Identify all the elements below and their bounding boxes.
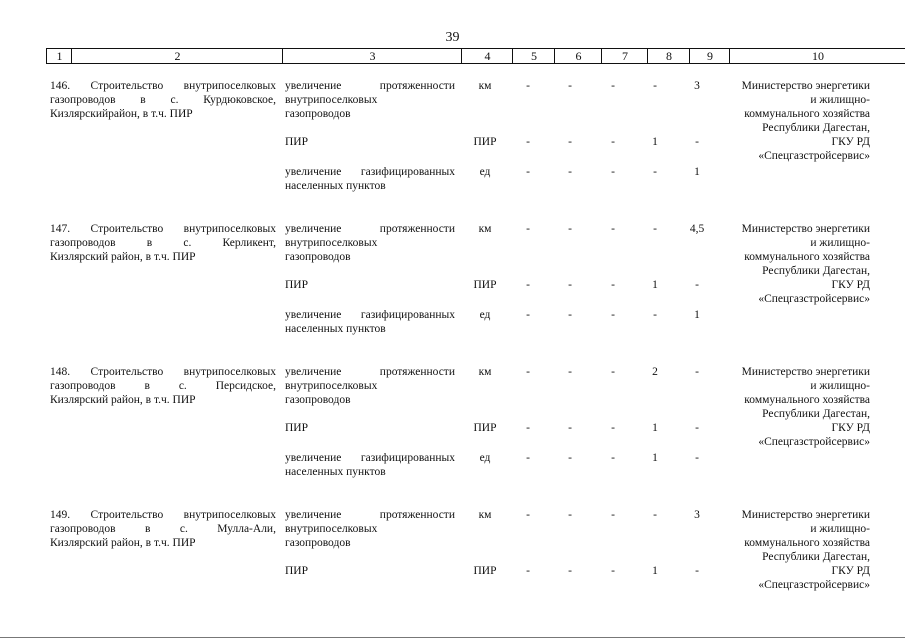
value-cell-5: -: [526, 422, 530, 434]
unit-cell: км: [478, 366, 492, 378]
indicator-word: увеличение: [285, 309, 342, 321]
entry-title-line: [50, 79, 276, 93]
unit-cell: ед: [479, 452, 491, 464]
header-cell-5: 5: [512, 49, 555, 63]
indicator-cell: [285, 451, 455, 479]
responsible-line: ГКУ РД: [831, 422, 870, 434]
responsible-line: ГКУ РД: [831, 565, 870, 577]
entry-title-word: Мулла-Али,: [217, 523, 276, 535]
value-cell-5: -: [526, 366, 530, 378]
value-cell-5: -: [526, 166, 530, 178]
entry-title-line: [50, 508, 276, 522]
header-cell-4: 4: [461, 49, 513, 63]
indicator-cell: [285, 222, 455, 264]
responsible-line: «Спецгазстройсервис»: [758, 150, 870, 162]
indicator-word: протяженности: [379, 80, 455, 92]
entry-title-line: Кизлярский район, в т.ч. ПИР: [50, 251, 196, 263]
header-cell-8: 8: [647, 49, 690, 63]
value-cell-5: -: [526, 452, 530, 464]
value-cell-8: 1: [652, 136, 658, 148]
responsible-line: Министерство энергетики: [741, 223, 870, 235]
responsible-line: и жилищно-: [810, 523, 870, 535]
entry-title: [50, 222, 276, 264]
value-cell-6: -: [568, 309, 572, 321]
indicator-word: газифицированных: [360, 166, 455, 178]
value-cell-7: -: [611, 422, 615, 434]
indicator-word: газифицированных: [360, 452, 455, 464]
value-cell-6: -: [568, 223, 572, 235]
entry-title-line: [50, 222, 276, 236]
entry-title-word: в: [144, 380, 150, 392]
indicator-word: увеличение: [285, 166, 342, 178]
entry-title-word: внутрипоселковых: [183, 509, 276, 521]
value-cell-8: 1: [652, 565, 658, 577]
value-cell-5: -: [526, 565, 530, 577]
entry-title-line: [50, 522, 276, 536]
indicator-word: протяженности: [379, 509, 455, 521]
entry-title-word: Строительство: [90, 80, 164, 92]
value-cell-8: -: [653, 223, 657, 235]
responsible-line: и жилищно-: [810, 94, 870, 106]
entry-title-word: 148.: [50, 366, 71, 378]
value-cell-6: -: [568, 422, 572, 434]
entry-title-line: [50, 236, 276, 250]
indicator-line: ПИР: [285, 422, 309, 434]
value-cell-9: 4,5: [689, 223, 705, 235]
responsible-line: коммунального хозяйства: [744, 251, 870, 263]
entry-title-line: [50, 379, 276, 393]
value-cell-6: -: [568, 565, 572, 577]
header-cell-6: 6: [554, 49, 602, 63]
value-cell-7: -: [611, 366, 615, 378]
value-cell-6: -: [568, 452, 572, 464]
value-cell-9: -: [695, 279, 699, 291]
value-cell-9: -: [695, 366, 699, 378]
indicator-cell: [285, 278, 455, 292]
value-cell-8: 1: [652, 452, 658, 464]
indicator-line: населенных пунктов: [285, 180, 386, 192]
value-cell-7: -: [611, 80, 615, 92]
entry-title-word: в: [140, 94, 146, 106]
value-cell-7: -: [611, 565, 615, 577]
unit-cell: ед: [479, 309, 491, 321]
indicator-line: [285, 308, 455, 322]
responsible-line: «Спецгазстройсервис»: [758, 436, 870, 448]
entry-title-word: Керликент,: [222, 237, 276, 249]
entry-title-word: внутрипоселковых: [183, 366, 276, 378]
unit-cell: км: [478, 80, 492, 92]
value-cell-6: -: [568, 279, 572, 291]
indicator-line: внутрипоселковых: [285, 523, 378, 535]
value-cell-8: -: [653, 509, 657, 521]
value-cell-9: -: [695, 565, 699, 577]
entry-title-word: газопроводов: [50, 523, 116, 535]
indicator-line: газопроводов: [285, 394, 351, 406]
indicator-cell: [285, 165, 455, 193]
responsible-line: Министерство энергетики: [741, 509, 870, 521]
header-cell-1: 1: [46, 49, 72, 63]
entry-title-word: 146.: [50, 80, 71, 92]
entry-title-line: Кизлярскийрайон, в т.ч. ПИР: [50, 108, 193, 120]
value-cell-7: -: [611, 309, 615, 321]
responsible-line: Республики Дагестан,: [762, 551, 870, 563]
entry-title-line: Кизлярский район, в т.ч. ПИР: [50, 394, 196, 406]
indicator-line: [285, 165, 455, 179]
indicator-cell: [285, 508, 455, 550]
indicator-cell: [285, 79, 455, 121]
indicator-line: населенных пунктов: [285, 466, 386, 478]
indicator-line: ПИР: [285, 136, 309, 148]
entry-title-word: Строительство: [90, 366, 164, 378]
value-cell-7: -: [611, 452, 615, 464]
value-cell-8: -: [653, 309, 657, 321]
value-cell-8: -: [653, 80, 657, 92]
entry-title-word: с.: [179, 523, 188, 535]
indicator-line: внутрипоселковых: [285, 380, 378, 392]
indicator-word: увеличение: [285, 223, 342, 235]
entry-title-word: 149.: [50, 509, 71, 521]
entry-title-word: Строительство: [90, 223, 164, 235]
unit-cell: км: [478, 509, 492, 521]
value-cell-8: 1: [652, 279, 658, 291]
indicator-line: [285, 222, 455, 236]
value-cell-5: -: [526, 80, 530, 92]
value-cell-5: -: [526, 279, 530, 291]
entry-title-line: [50, 365, 276, 379]
unit-cell: ПИР: [473, 279, 497, 291]
value-cell-5: -: [526, 136, 530, 148]
responsible-cell: [728, 508, 870, 592]
value-cell-9: -: [695, 136, 699, 148]
table-header: [46, 48, 905, 64]
header-cell-10: 10: [729, 49, 905, 63]
header-cell-9: 9: [689, 49, 730, 63]
entry-title-word: 147.: [50, 223, 71, 235]
entry-title-word: с.: [183, 237, 192, 249]
responsible-line: и жилищно-: [810, 237, 870, 249]
value-cell-6: -: [568, 80, 572, 92]
entry-title-word: газопроводов: [50, 94, 116, 106]
unit-cell: км: [478, 223, 492, 235]
indicator-word: увеличение: [285, 509, 342, 521]
indicator-line: населенных пунктов: [285, 323, 386, 335]
responsible-line: «Спецгазстройсервис»: [758, 293, 870, 305]
indicator-word: увеличение: [285, 80, 342, 92]
responsible-line: коммунального хозяйства: [744, 108, 870, 120]
indicator-word: увеличение: [285, 452, 342, 464]
indicator-line: [285, 508, 455, 522]
indicator-cell: [285, 421, 455, 435]
entry-title-word: Курдюковское,: [203, 94, 276, 106]
header-cell-2: 2: [71, 49, 283, 63]
indicator-cell: [285, 564, 455, 578]
header-cell-7: 7: [601, 49, 648, 63]
responsible-line: Республики Дагестан,: [762, 265, 870, 277]
value-cell-8: -: [653, 166, 657, 178]
value-cell-7: -: [611, 166, 615, 178]
responsible-line: коммунального хозяйства: [744, 537, 870, 549]
responsible-line: Министерство энергетики: [741, 366, 870, 378]
responsible-cell: [728, 79, 870, 163]
value-cell-9: -: [695, 452, 699, 464]
entry-title: [50, 79, 276, 121]
entry-title-word: внутрипоселковых: [183, 80, 276, 92]
indicator-line: газопроводов: [285, 108, 351, 120]
indicator-cell: [285, 308, 455, 336]
entry-title-word: в: [146, 237, 153, 249]
responsible-line: Республики Дагестан,: [762, 122, 870, 134]
entry-title: [50, 508, 276, 550]
responsible-cell: [728, 365, 870, 449]
bottom-rule: [0, 637, 905, 638]
responsible-line: коммунального хозяйства: [744, 394, 870, 406]
unit-cell: ПИР: [473, 565, 497, 577]
indicator-word: увеличение: [285, 366, 342, 378]
unit-cell: ПИР: [473, 136, 497, 148]
indicator-line: газопроводов: [285, 537, 351, 549]
entry-title-word: Строительство: [90, 509, 164, 521]
unit-cell: ед: [479, 166, 491, 178]
indicator-word: протяженности: [379, 223, 455, 235]
entry-title-word: в: [144, 523, 151, 535]
value-cell-5: -: [526, 309, 530, 321]
entry-title-word: Персидское,: [215, 380, 276, 392]
value-cell-7: -: [611, 223, 615, 235]
responsible-line: ГКУ РД: [831, 279, 870, 291]
indicator-word: газифицированных: [360, 309, 455, 321]
entry-title-word: газопроводов: [50, 237, 116, 249]
unit-cell: ПИР: [473, 422, 497, 434]
entry-title-line: Кизлярский район, в т.ч. ПИР: [50, 537, 196, 549]
responsible-line: «Спецгазстройсервис»: [758, 579, 870, 591]
indicator-line: газопроводов: [285, 251, 351, 263]
header-cell-3: 3: [282, 49, 462, 63]
entry-title-word: внутрипоселковых: [183, 223, 276, 235]
responsible-line: ГКУ РД: [831, 136, 870, 148]
value-cell-6: -: [568, 509, 572, 521]
value-cell-6: -: [568, 366, 572, 378]
value-cell-6: -: [568, 166, 572, 178]
page-number: 39: [445, 30, 460, 45]
indicator-line: [285, 365, 455, 379]
responsible-cell: [728, 222, 870, 306]
responsible-line: Республики Дагестан,: [762, 408, 870, 420]
entry-title: [50, 365, 276, 407]
entry-title-line: [50, 93, 276, 107]
entry-title-word: с.: [170, 94, 179, 106]
value-cell-7: -: [611, 509, 615, 521]
value-cell-8: 1: [652, 422, 658, 434]
indicator-cell: [285, 365, 455, 407]
indicator-word: протяженности: [379, 366, 455, 378]
value-cell-7: -: [611, 279, 615, 291]
value-cell-5: -: [526, 509, 530, 521]
value-cell-5: -: [526, 223, 530, 235]
indicator-line: ПИР: [285, 565, 309, 577]
indicator-line: [285, 451, 455, 465]
indicator-cell: [285, 135, 455, 149]
value-cell-7: -: [611, 136, 615, 148]
responsible-line: Министерство энергетики: [741, 80, 870, 92]
value-cell-9: -: [695, 422, 699, 434]
indicator-line: ПИР: [285, 279, 309, 291]
value-cell-9: 1: [694, 309, 700, 321]
indicator-line: внутрипоселковых: [285, 237, 378, 249]
indicator-line: [285, 79, 455, 93]
value-cell-6: -: [568, 136, 572, 148]
value-cell-9: 3: [694, 80, 700, 92]
value-cell-9: 1: [694, 166, 700, 178]
value-cell-8: 2: [652, 366, 658, 378]
indicator-line: внутрипоселковых: [285, 94, 378, 106]
responsible-line: и жилищно-: [810, 380, 870, 392]
entry-title-word: газопроводов: [50, 380, 116, 392]
value-cell-9: 3: [694, 509, 700, 521]
entry-title-word: с.: [178, 380, 187, 392]
